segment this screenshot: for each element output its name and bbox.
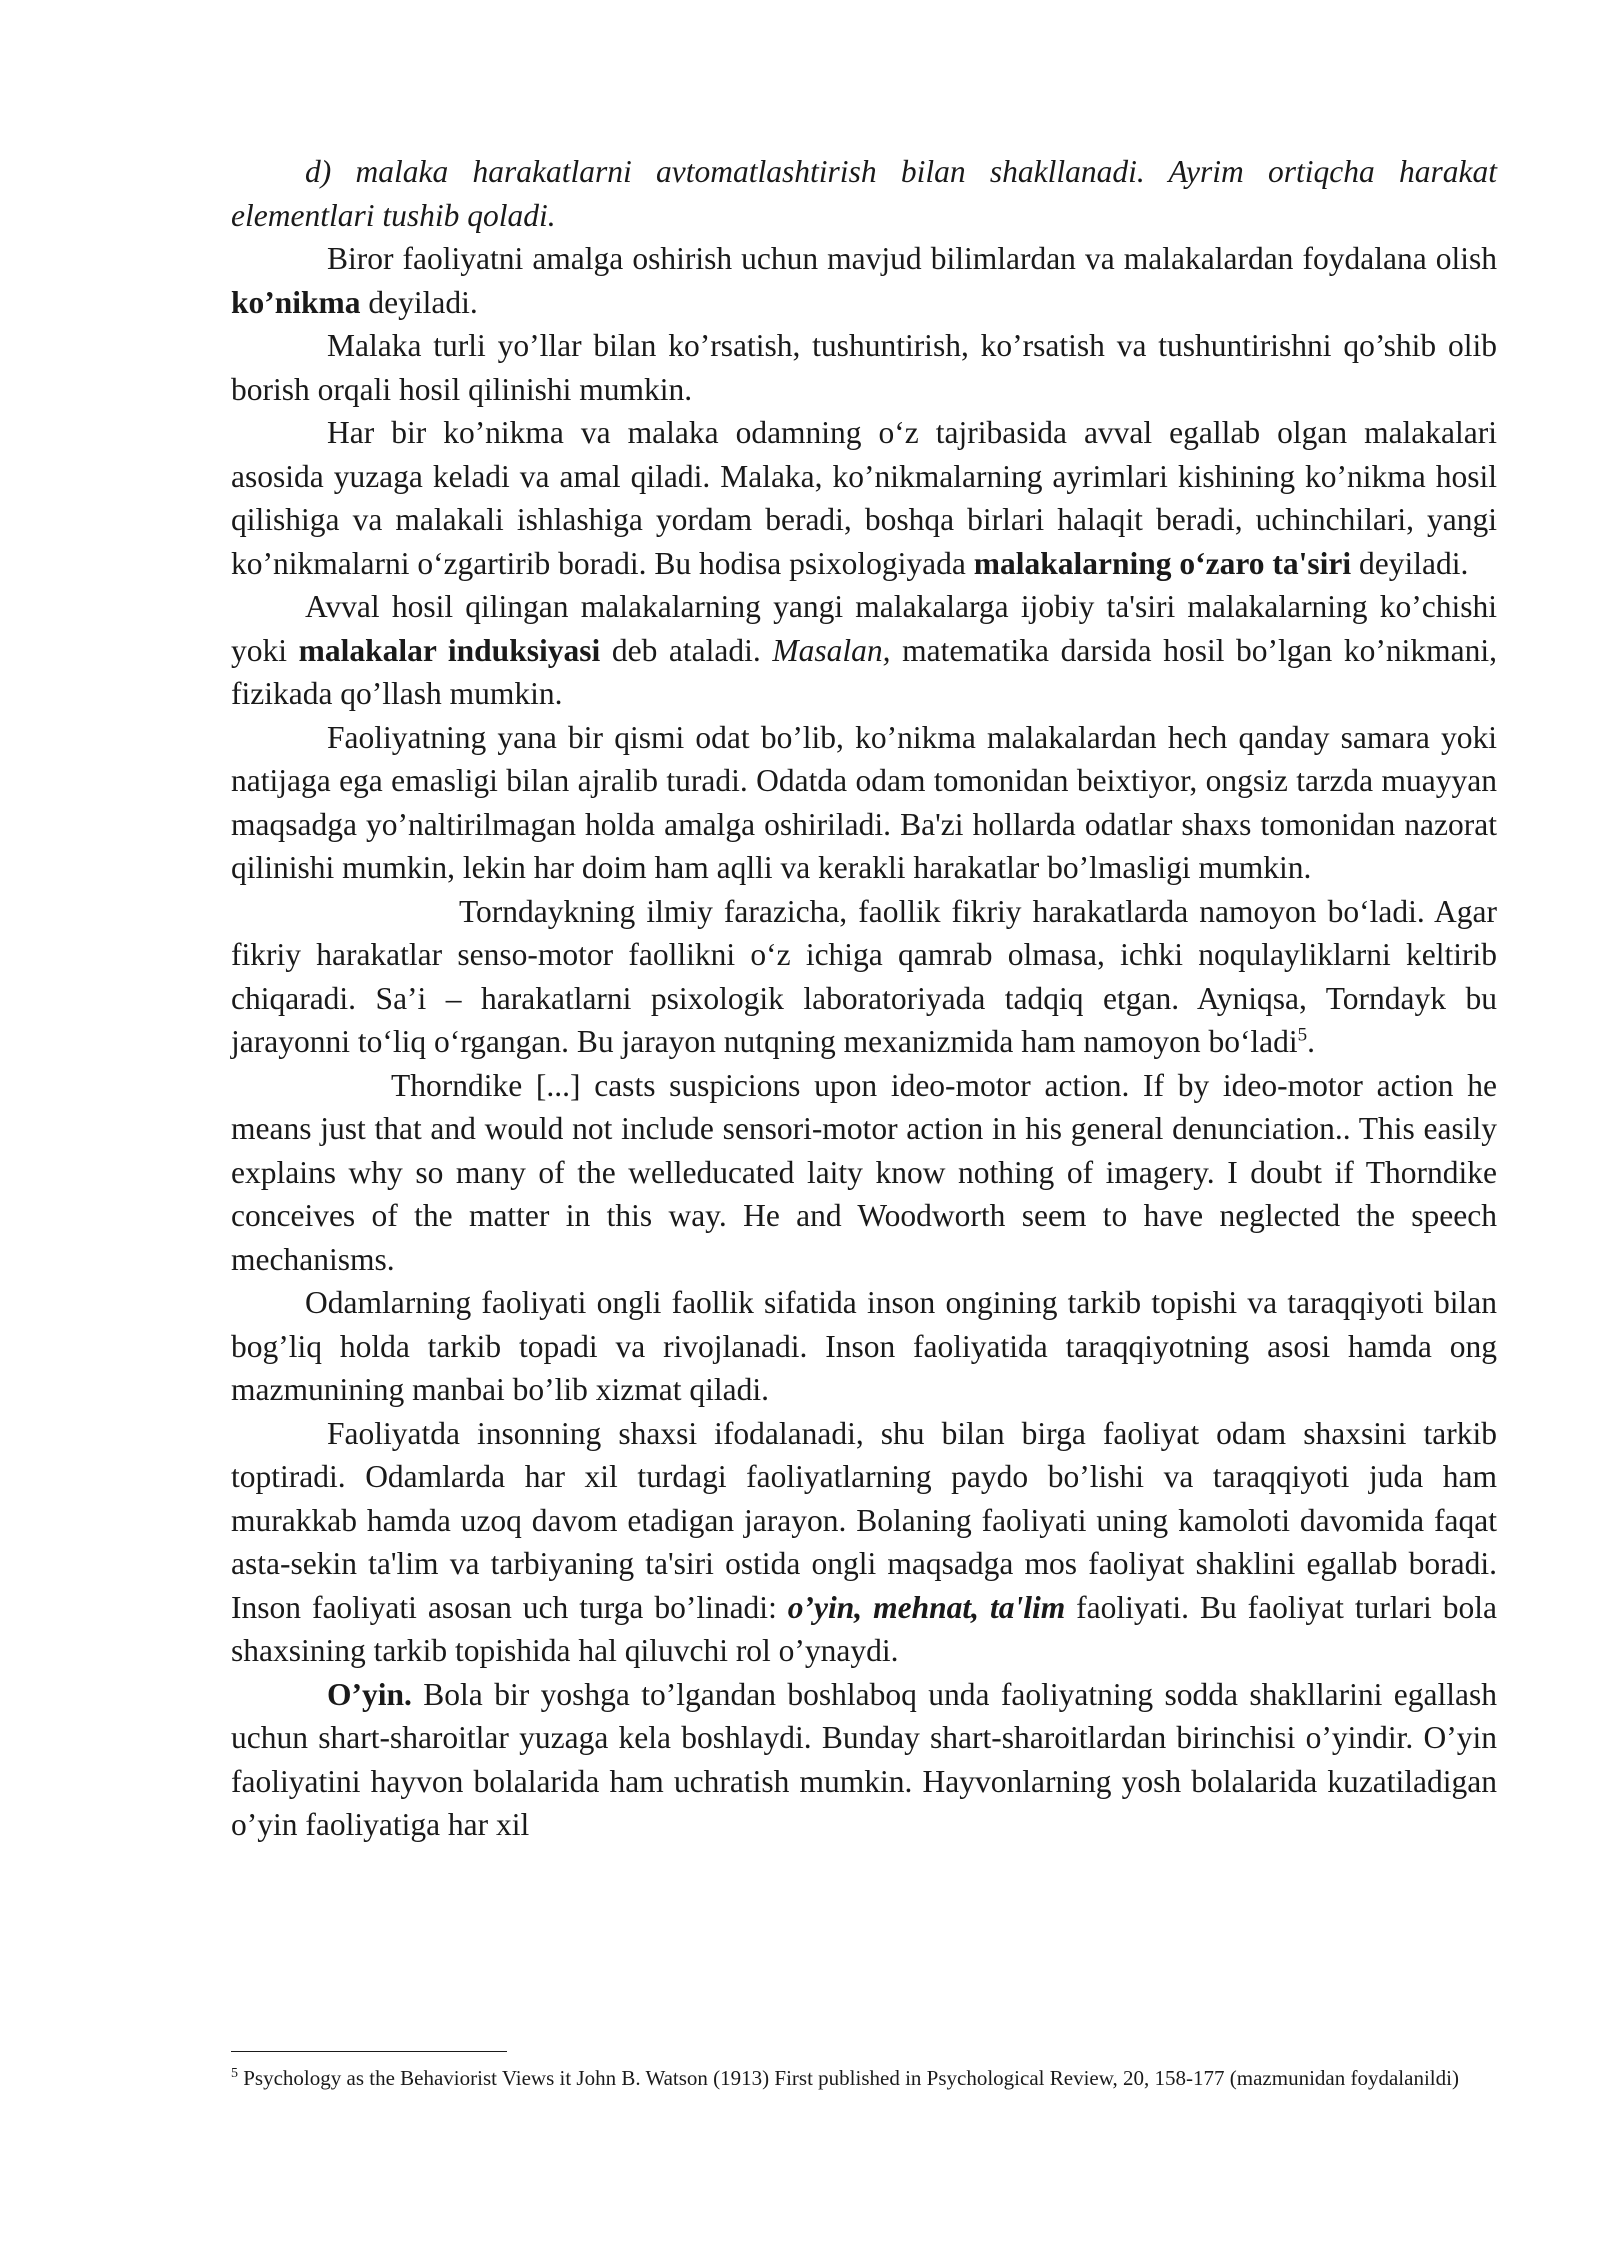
paragraph-p7 <box>231 890 1497 1064</box>
text-run: deyiladi. <box>1351 545 1469 581</box>
paragraph-p5 <box>231 585 1497 716</box>
text-run: Har bir ko’nikma va malaka odamning o‘z tajribasida avval egallab olgan malakalari asosida yuzaga keladi va amal qiladi. Malaka, ko’nikmalarning ayrimlari kishining ko’nikma hosil qilishiga va malakali ishlashiga yordam beradi, boshqa birlari halaqit beradi, uchinchilari, yangi ko’nikmalarni o‘zgartirib boradi. Bu hodisa psixologiyada <box>231 415 1497 581</box>
emphasis-text: ko’nikma <box>231 284 361 320</box>
paragraph-p11 <box>231 1673 1497 1847</box>
text-run: . <box>1307 1024 1316 1059</box>
text-run: Faoliyatning yana bir qismi odat bo’lib, ko’nikma malakalardan hech qanday samara yoki natijaga ega emasligi bilan ajralib turadi. Odatda odam tomonidan beixtiyor, ongsiz tarzda muayyan maqsadga yo’naltirilmagan holda amalga oshiriladi. Ba'zi hollarda odatlar shaxs tomonidan nazorat qilinishi mumkin, lekin har doim ham aqlli va kerakli harakatlar bo’lmasligi mumkin. <box>231 719 1497 885</box>
emphasis-text: d) malaka harakatlarni avtomatlashtirish bilan shakllanadi. Ayrim ortiqcha harakat elementlari tushib qoladi. <box>231 154 1497 233</box>
text-run: Avval hosil qilingan malakalarning yangi malakalarga ijobiy ta'siri malakalarning ko’chishi yoki <box>231 589 1497 668</box>
emphasis-text: Masalan, <box>772 632 891 668</box>
text-run: Bola bir yoshga to’lgandan boshlaboq unda faoliyatning sodda shakllarini egallash uchun shart-sharoitlar yuzaga kela boshlaydi. Bunday shart-sharoitlardan birinchisi o’yindir. O’yin faoliyatini hayvon bolalarida ham uchratish mumkin. Hayvonlarning yosh bolalarida kuzatiladigan o’yin faoliyatiga har xil <box>231 1676 1497 1842</box>
paragraph-p6 <box>231 716 1497 890</box>
emphasis-text: malakalar induksiyasi <box>298 632 601 668</box>
emphasis-text: o’yin, mehnat, ta'lim <box>787 1589 1066 1625</box>
text-run: deyiladi. <box>360 284 478 320</box>
footnote-text: Psychology as the Behaviorist Views it John B. Watson (1913) First published in Psychological Review, 20, 158-177 (mazmunidan foydalanildi) <box>238 2066 1459 2090</box>
footnote-separator <box>231 2051 507 2052</box>
text-run: matematika darsida hosil bo’lgan ko’nikmani, fizikada qo’llash mumkin. <box>231 632 1497 711</box>
text-run: deb ataladi. <box>600 632 773 668</box>
footnote-reference: 5 <box>1297 1024 1308 1046</box>
emphasis-text: O’yin. <box>327 1676 412 1712</box>
body-text <box>231 150 1497 1847</box>
paragraph-p1 <box>231 150 1497 237</box>
paragraph-p8 <box>231 1064 1497 1282</box>
emphasis-text: malakalarning o‘zaro ta'siri <box>973 545 1352 581</box>
text-run: faoliyati. Bu faoliyat turlari bola shaxsining tarkib topishida hal qiluvchi rol o’ynaydi. <box>231 1589 1497 1668</box>
footnote <box>231 2064 1497 2093</box>
text-run: Malaka turli yo’llar bilan ko’rsatish, tushuntirish, ko’rsatish va tushuntirishni qo’shib olib borish orqali hosil qilinishi mumkin. <box>231 328 1497 407</box>
text-run: Thorndike [...] casts suspicions upon ideo-motor action. If by ideo-motor action he means just that and would not include sensori-motor action in his general denunciation.. This easily explains why so many of the welleducated laity know nothing of imagery. I doubt if Thorndike conceives of the matter in this way. He and Woodworth seem to have neglected the speech mechanisms. <box>231 1067 1497 1277</box>
paragraph-p10 <box>231 1412 1497 1673</box>
paragraph-p2 <box>231 237 1497 324</box>
text-run: Biror faoliyatni amalga oshirish uchun mavjud bilimlardan va malakalardan foydalana olish <box>327 241 1497 276</box>
text-run: Faoliyatda insonning shaxsi ifodalanadi, shu bilan birga faoliyat odam shaxsini tarkib toptiradi. Odamlarda har xil turdagi faoliyatlarning paydo bo’lishi va taraqqiyoti juda ham murakkab hamda uzoq davom etadigan jarayon. Bolaning faoliyati uning kamoloti davomida faqat asta-sekin ta'lim va tarbiyaning ta'siri ostida ongli maqsadga mos faoliyat shaklini egallab boradi. Inson faoliyati asosan uch turga bo’linadi: <box>231 1415 1497 1625</box>
paragraph-p4 <box>231 411 1497 585</box>
paragraph-p9 <box>231 1281 1497 1412</box>
paragraph-p3 <box>231 324 1497 411</box>
footnote-marker: 5 <box>231 2066 238 2081</box>
text-run: Odamlarning faoliyati ongli faollik sifatida inson ongining tarkib topishi va taraqqiyoti bilan bog’liq holda tarkib topadi va rivojlanadi. Inson faoliyatida taraqqiyotning asosi hamda ong mazmunining manbai bo’lib xizmat qiladi. <box>231 1285 1497 1407</box>
text-run: Torndaykning ilmiy farazicha, faollik fikriy harakatlarda namoyon bo‘ladi. Agar fikriy harakatlar senso-motor faollikni o‘z ichiga qamrab olmasa, ichki noqulayliklarni keltirib chiqaradi. Sa’i – harakatlarni psixologik laboratoriyada tadqiq etgan. Ayniqsa, Torndayk bu jarayonni to‘liq o‘rgangan. Bu jarayon nutqning mexanizmida ham namoyon bo‘ladi <box>231 893 1497 1059</box>
